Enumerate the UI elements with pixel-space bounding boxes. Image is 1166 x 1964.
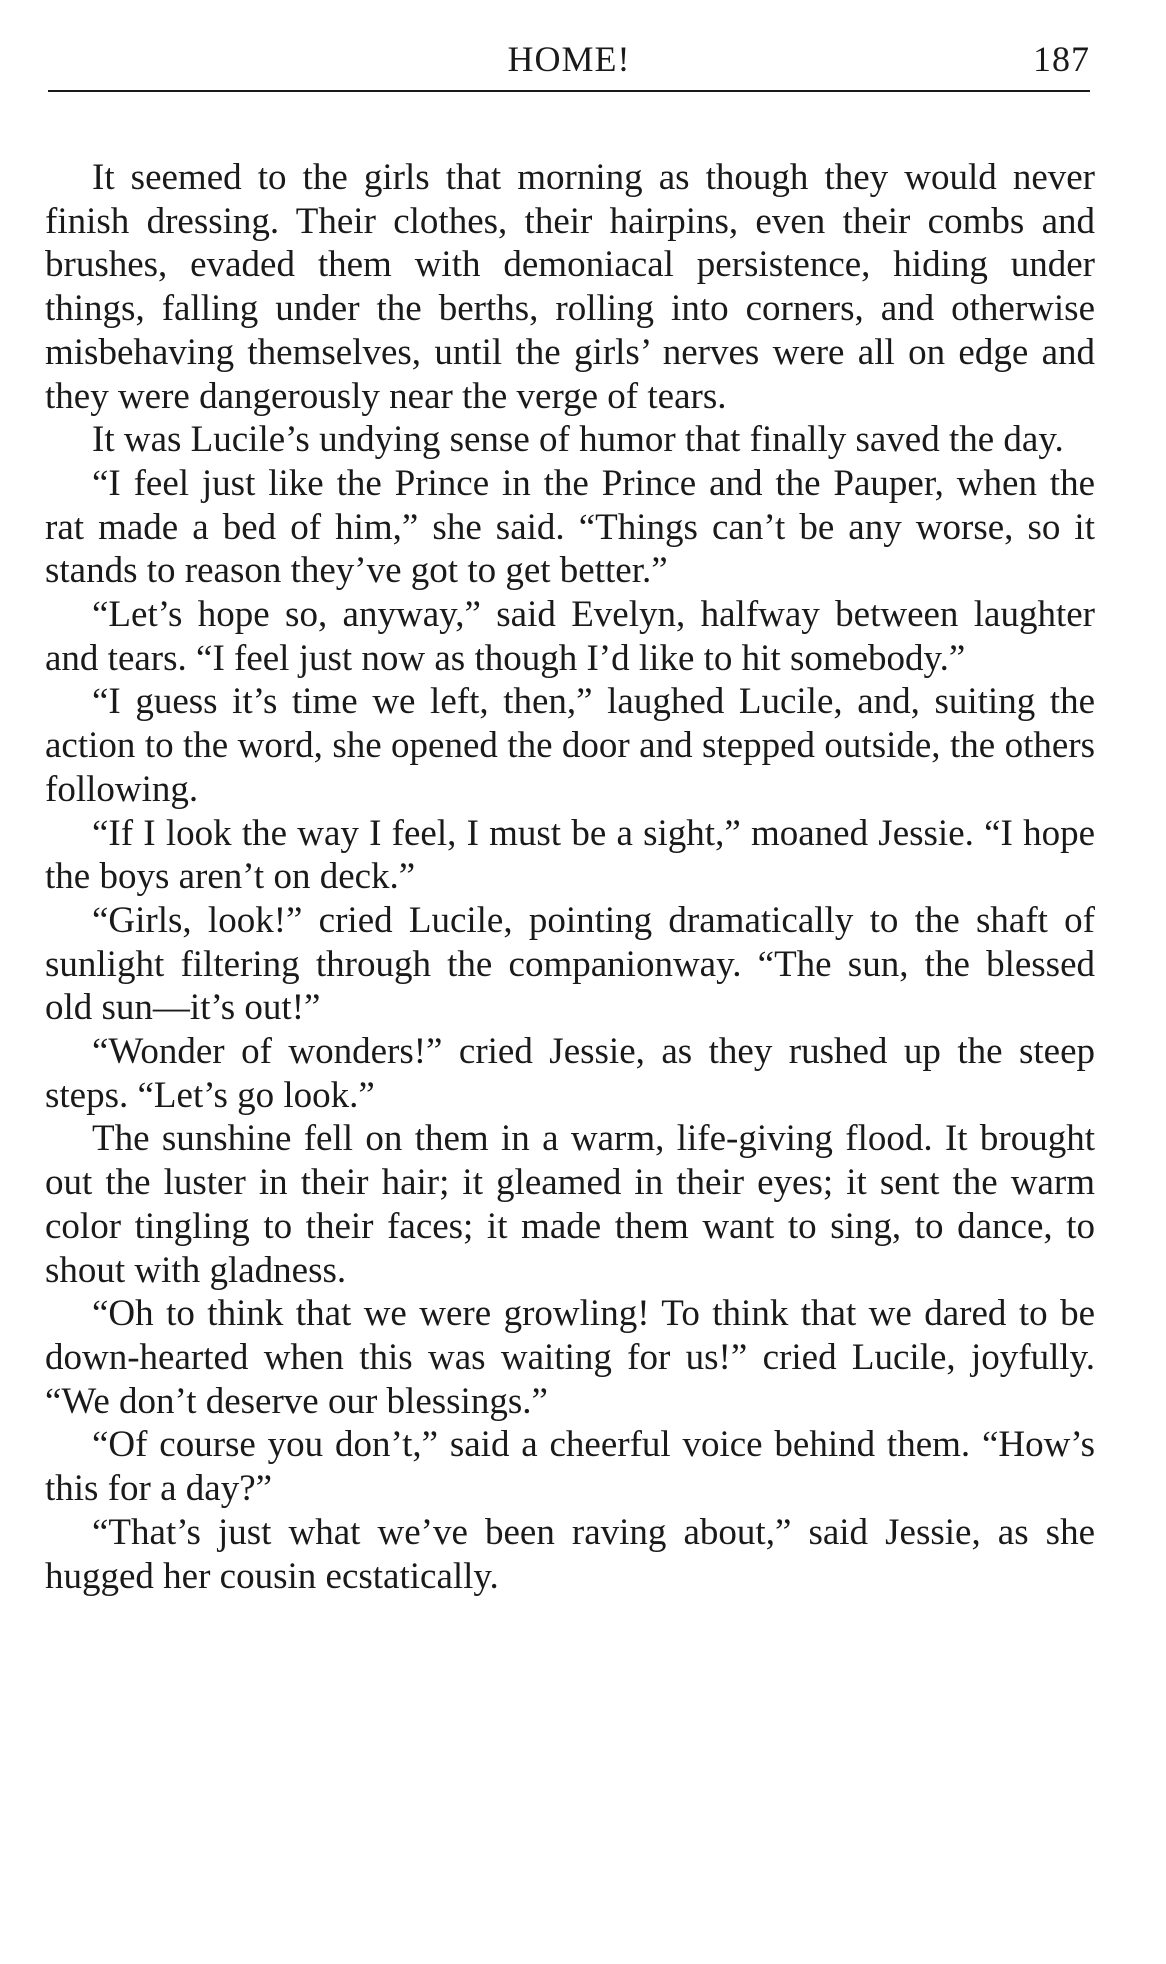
paragraph: “I guess it’s time we left, then,” laughed Lucile, and, suiting the action to the word, she opened the door and stepped outside, the others following. xyxy=(45,681,1095,810)
body-text xyxy=(45,156,1095,1598)
paragraph: “Oh to think that we were growling! To think that we dared to be down-hearted when this was waiting for us!” cried Lucile, joyfully. “We don’t deserve our blessings.” xyxy=(45,1293,1095,1422)
paragraph: The sunshine fell on them in a warm, life-giving flood. It brought out the luster in their hair; it gleamed in their eyes; it sent the warm color tingling to their faces; it made them want to sing, to dance, to shout with gladness. xyxy=(45,1118,1095,1291)
paragraph: It was Lucile’s undying sense of humor that finally saved the day. xyxy=(92,419,1064,461)
paragraph: “If I look the way I feel, I must be a sight,” moaned Jessie. “I hope the boys aren’t on deck.” xyxy=(45,812,1095,898)
page-number: 187 xyxy=(1033,39,1090,79)
running-title: HOME! xyxy=(507,39,631,79)
paragraph: “Let’s hope so, anyway,” said Evelyn, halfway between laughter and tears. “I feel just now as though I’d like to hit somebody.” xyxy=(45,594,1095,679)
running-head xyxy=(48,38,1090,90)
paragraph: “Girls, look!” cried Lucile, pointing dramatically to the shaft of sunlight filtering through the companionway. “The sun, the blessed old sun—it’s out!” xyxy=(45,899,1095,1029)
header-rule xyxy=(48,90,1090,92)
paragraph: “Wonder of wonders!” cried Jessie, as they rushed up the steep steps. “Let’s go look.” xyxy=(45,1031,1095,1116)
paragraph: “Of course you don’t,” said a cheerful voice behind them. “How’s this for a day?” xyxy=(45,1424,1095,1510)
paragraph: It seemed to the girls that morning as though they would never finish dressing. Their clothes, their hairpins, even their combs and brushes, evaded them with demoniacal persistence, hiding under things, falling under the berths, rolling into corners, and otherwise misbehaving themselves, until the girls’ nerves were all on edge and they were dangerously near the verge of tears. xyxy=(45,157,1095,417)
paragraph: “I feel just like the Prince in the Prince and the Pauper, when the rat made a bed of him,” she said. “Things can’t be any worse, so it stands to reason they’ve got to get better.” xyxy=(45,462,1095,592)
paragraph: “That’s just what we’ve been raving about,” said Jessie, as she hugged her cousin ecstatically. xyxy=(45,1511,1095,1597)
